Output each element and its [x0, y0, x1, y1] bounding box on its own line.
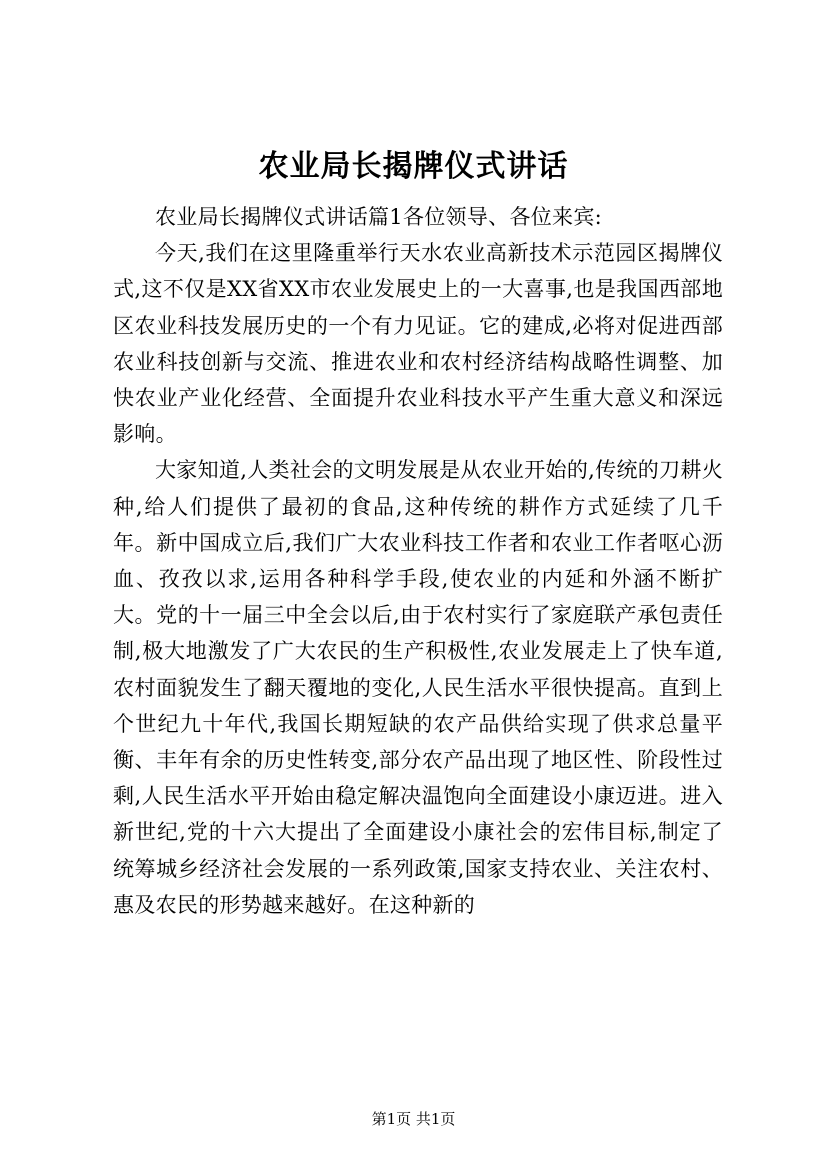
- page-footer: 第1页 共1页: [371, 1110, 456, 1128]
- paragraph-opening: 农业局长揭牌仪式讲话篇1各位领导、各位来宾:: [155, 205, 603, 229]
- paragraph-1: 今天,我们在这里隆重举行天水农业高新技术示范园区揭牌仪式,这不仅是XX省XX市农业发展史上的一大喜事,也是我国西部地区农业科技发展历史的一个有力见证。它的建成,必将对促进西部农业科技创新与交流、推进农业和农村经济结构战略性调整、加快农业产业化经营、全面提升农业科技水平产生重大意义和深远影响。: [113, 241, 723, 447]
- document-title: 农业局长揭牌仪式讲话: [258, 149, 569, 184]
- document-body: [113, 199, 723, 923]
- paragraph-2: 大家知道,人类社会的文明发展是从农业开始的,传统的刀耕火种,给人们提供了最初的食品,这种传统的耕作方式延续了几千年。新中国成立后,我们广大农业科技工作者和农业工作者呕心沥血、孜孜以求,运用各种科学手段,使农业的内延和外涵不断扩大。党的十一届三中全会以后,由于农村实行了家庭联产承包责任制,极大地激发了广大农民的生产积极性,农业发展走上了快车道,农村面貌发生了翻天覆地的变化,人民生活水平很快提高。直到上个世纪九十年代,我国长期短缺的农产品供给实现了供求总量平衡、丰年有余的历史性转变,部分农产品出现了地区性、阶段性过剩,人民生活水平开始由稳定解决温饱向全面建设小康迈进。进入新世纪,党的十六大提出了全面建设小康社会的宏伟目标,制定了统筹城乡经济社会发展的一系列政策,国家支持农业、关注农村、惠及农民的形势越来越好。在这种新的: [113, 458, 723, 917]
